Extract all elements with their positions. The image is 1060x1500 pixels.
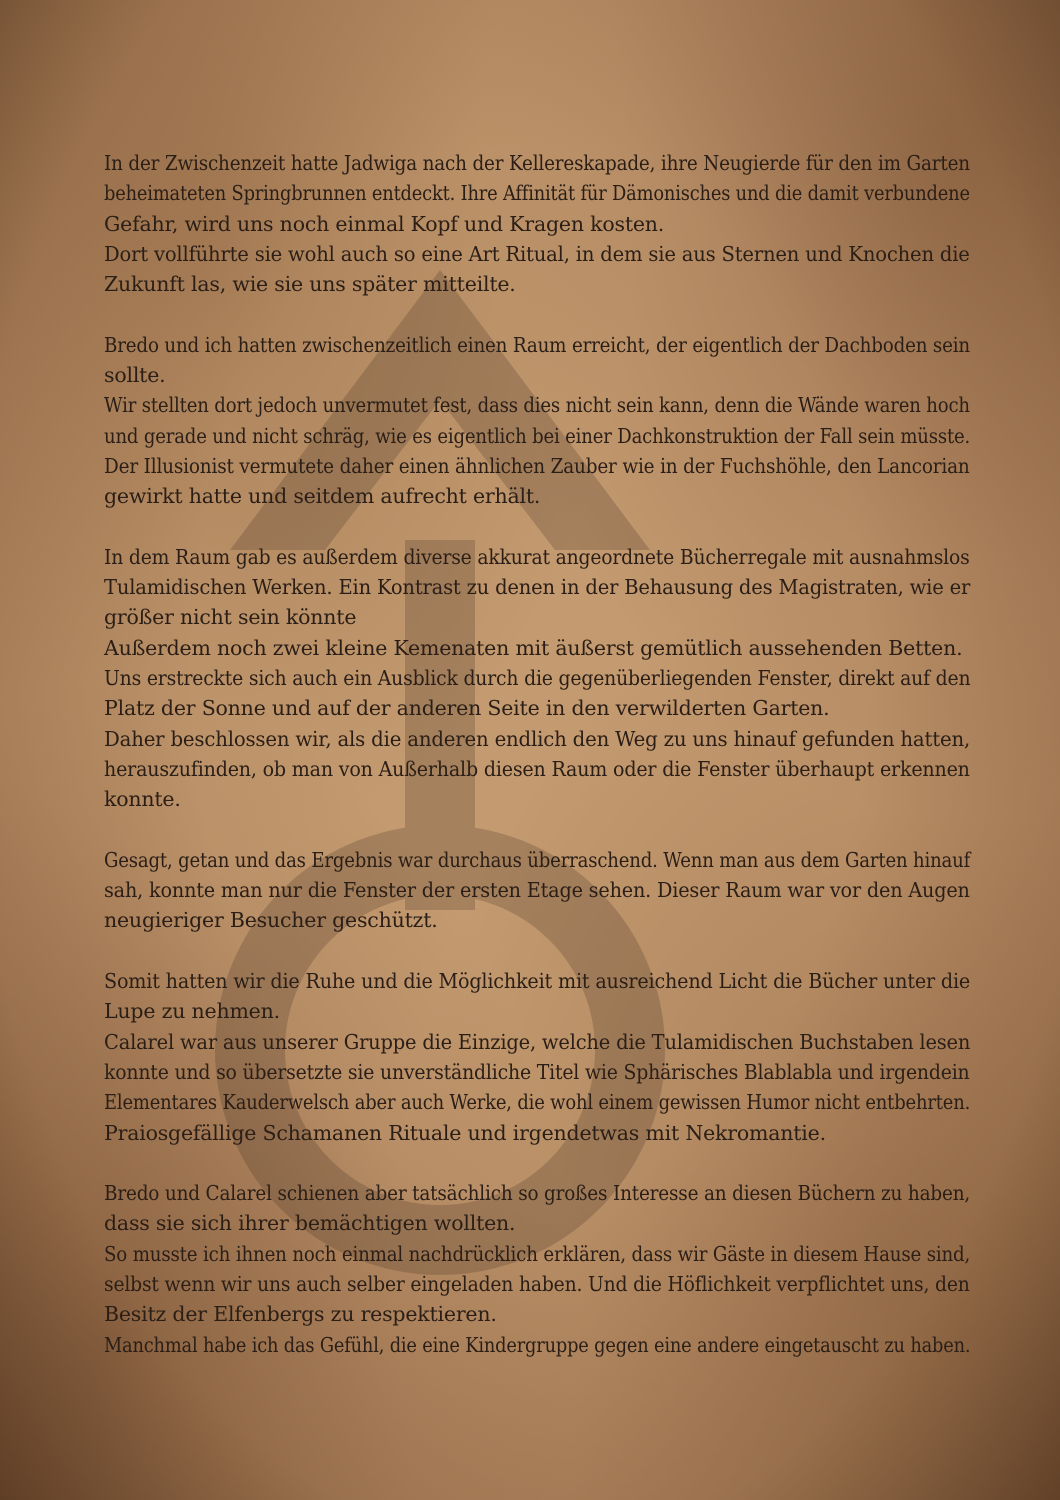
paragraph [104, 148, 970, 299]
text-line: gewirkt hatte und seitdem aufrecht erhält. [104, 484, 541, 509]
text-line: konnte und so übersetzte sie unverständliche Titel wie Sphärisches Blablabla und irgendein [104, 1059, 970, 1084]
paragraph [104, 330, 970, 512]
text-line: Tulamidischen Werken. Ein Kontrast zu denen in der Behausung des Magistraten, wie er [104, 575, 971, 600]
text-line: Wir stellten dort jedoch unvermutet fest, dass dies nicht sein kann, denn die Wände waren hoch [104, 393, 970, 418]
text-line: Gefahr, wird uns noch einmal Kopf und Kragen kosten. [104, 211, 665, 236]
text-line: dass sie sich ihrer bemächtigen wollten. [104, 1211, 516, 1236]
text-line: sah, konnte man nur die Fenster der ersten Etage sehen. Dieser Raum war vor den Augen [104, 878, 970, 903]
text-line: Manchmal habe ich das Gefühl, die eine Kindergruppe gegen eine andere eingetauscht zu haben. [104, 1332, 971, 1357]
text-line: So musste ich ihnen noch einmal nachdrücklich erklären, dass wir Gäste in diesem Hause sind, [104, 1241, 971, 1266]
text-line: Daher beschlossen wir, als die anderen endlich den Weg zu uns hinauf gefunden hatten, [104, 726, 971, 751]
text-line: Somit hatten wir die Ruhe und die Möglichkeit mit ausreichend Licht die Bücher unter die [104, 969, 971, 994]
paragraph [104, 966, 970, 1148]
text-line: Besitz der Elfenbergs zu respektieren. [104, 1302, 497, 1327]
text-line: herauszufinden, ob man von Außerhalb diesen Raum oder die Fenster überhaupt erkennen [104, 756, 970, 781]
text-line: Uns erstreckte sich auch ein Ausblick durch die gegenüberliegenden Fenster, direkt auf den [104, 666, 971, 691]
text-line: Elementares Kauderwelsch aber auch Werke, die wohl einem gewissen Humor nicht entbehrten. [104, 1090, 971, 1115]
text-line: Zukunft las, wie sie uns später mitteilte. [104, 272, 516, 297]
text-line: Calarel war aus unserer Gruppe die Einzige, welche die Tulamidischen Buchstaben lesen [104, 1029, 971, 1054]
text-line: Der Illusionist vermutete daher einen ähnlichen Zauber wie in der Fuchshöhle, den Lancorian [104, 453, 970, 478]
text-line: In der Zwischenzeit hatte Jadwiga nach der Kellereskapade, ihre Neugierde für den im Garten [104, 151, 970, 175]
text-line: Platz der Sonne und auf der anderen Seite in den verwilderten Garten. [104, 696, 830, 721]
text-line: Lupe zu nehmen. [104, 999, 280, 1024]
text-line: neugieriger Besucher geschützt. [104, 908, 438, 933]
text-line: Bredo und Calarel schienen aber tatsächlich so großes Interesse an diesen Büchern zu haben, [104, 1181, 971, 1206]
paragraph [104, 542, 970, 815]
text-line: Praiosgefällige Schamanen Rituale und irgendetwas mit Nekromantie. [104, 1120, 826, 1145]
paragraph [104, 1178, 970, 1360]
text-line: selbst wenn wir uns auch selber eingeladen haben. Und die Höflichkeit verpflichtet uns, den [104, 1271, 970, 1296]
text-line: größer nicht sein könnte [104, 605, 357, 630]
text-line: Bredo und ich hatten zwischenzeitlich einen Raum erreicht, der eigentlich der Dachboden sein [104, 332, 970, 357]
text-line: sollte. [104, 363, 166, 388]
text-line: konnte. [104, 787, 181, 812]
text-line: Außerdem noch zwei kleine Kemenaten mit äußerst gemütlich aussehenden Betten. [104, 635, 963, 660]
text-line: Dort vollführte sie wohl auch so eine Art Ritual, in dem sie aus Sternen und Knochen die [104, 241, 970, 266]
text-line: beheimateten Springbrunnen entdeckt. Ihre Affinität für Dämonisches und die damit verbundene [104, 181, 970, 206]
text-line: und gerade und nicht schräg, wie es eigentlich bei einer Dachkonstruktion der Fall sein müsste. [104, 423, 971, 448]
story-text [104, 148, 970, 1390]
text-line: Gesagt, getan und das Ergebnis war durchaus überraschend. Wenn man aus dem Garten hinauf [104, 847, 971, 872]
paragraph [104, 845, 970, 936]
text-line: In dem Raum gab es außerdem diverse akkurat angeordnete Bücherregale mit ausnahmslos [104, 544, 970, 569]
